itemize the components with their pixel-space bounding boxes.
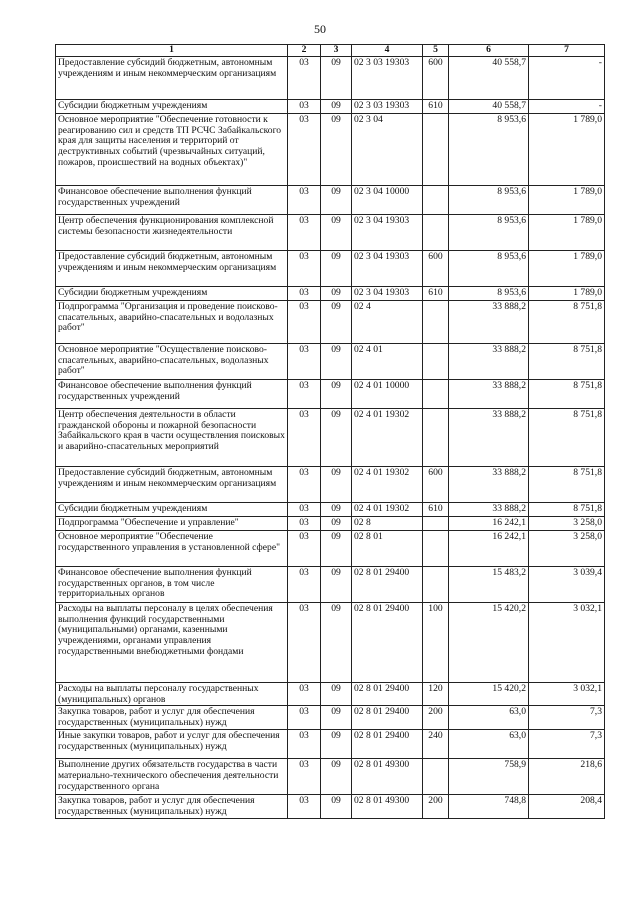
amount-col7: 7,3 [529, 730, 605, 759]
target-article-code: 02 8 01 29400 [352, 602, 423, 682]
amount-col6: 40 558,7 [449, 56, 529, 99]
table-row [56, 759, 605, 795]
amount-col7: 3 258,0 [529, 516, 605, 530]
table-row [56, 502, 605, 516]
amount-col7: 3 258,0 [529, 530, 605, 566]
target-article-code: 02 8 01 29400 [352, 730, 423, 759]
row-name: Финансовое обеспечение выполнения функций государственных органов, в том числе территориальных органов [56, 566, 288, 602]
subsection-code: 09 [321, 730, 352, 759]
subsection-code: 09 [321, 56, 352, 99]
page-number: 50 [314, 22, 326, 36]
target-article-code: 02 8 [352, 516, 423, 530]
amount-col7: 1 789,0 [529, 185, 605, 214]
expense-type-code [423, 759, 449, 795]
expense-type-code [423, 566, 449, 602]
expense-type-code [423, 530, 449, 566]
amount-col7: - [529, 56, 605, 99]
row-name: Подпрограмма "Обеспечение и управление" [56, 516, 288, 530]
table-row [56, 516, 605, 530]
expense-type-code: 610 [423, 502, 449, 516]
subsection-code: 09 [321, 343, 352, 379]
table-row [56, 300, 605, 343]
amount-col7: - [529, 99, 605, 113]
row-name: Иные закупки товаров, работ и услуг для обеспечения государственных (муниципальных) нужд [56, 730, 288, 759]
amount-col7: 1 789,0 [529, 286, 605, 300]
subsection-code: 09 [321, 759, 352, 795]
table-row [56, 530, 605, 566]
table-row [56, 602, 605, 682]
expense-type-code: 240 [423, 730, 449, 759]
amount-col7: 1 789,0 [529, 250, 605, 286]
table-row [56, 286, 605, 300]
subsection-code: 09 [321, 602, 352, 682]
budget-table [55, 44, 605, 819]
column-header: 6 [449, 45, 529, 57]
expense-type-code [423, 408, 449, 466]
section-code: 03 [288, 56, 321, 99]
expense-type-code [423, 113, 449, 185]
row-name: Основное мероприятие "Осуществление поисково-спасательных, аварийно-спасательных, водолазных работ" [56, 343, 288, 379]
amount-col6: 16 242,1 [449, 516, 529, 530]
table-row [56, 466, 605, 502]
subsection-code: 09 [321, 250, 352, 286]
table-row [56, 795, 605, 819]
expense-type-code [423, 185, 449, 214]
subsection-code: 09 [321, 185, 352, 214]
subsection-code: 09 [321, 408, 352, 466]
row-name: Выполнение других обязательств государства в части материально-технического обеспечения деятельности государственного органа [56, 759, 288, 795]
row-name: Предоставление субсидий бюджетным, автономным учреждениям и иным некоммерческим организациям [56, 250, 288, 286]
amount-col6: 8 953,6 [449, 113, 529, 185]
table-row [56, 408, 605, 466]
target-article-code: 02 3 03 19303 [352, 56, 423, 99]
row-name: Субсидии бюджетным учреждениям [56, 502, 288, 516]
expense-type-code: 200 [423, 795, 449, 819]
amount-col6: 8 953,6 [449, 185, 529, 214]
expense-type-code: 600 [423, 250, 449, 286]
amount-col6: 40 558,7 [449, 99, 529, 113]
target-article-code: 02 4 01 10000 [352, 379, 423, 408]
expense-type-code: 100 [423, 602, 449, 682]
expense-type-code: 600 [423, 56, 449, 99]
header-row [56, 45, 605, 57]
target-article-code: 02 3 04 19303 [352, 286, 423, 300]
section-code: 03 [288, 602, 321, 682]
table-row [56, 343, 605, 379]
amount-col7: 8 751,8 [529, 379, 605, 408]
table-row [56, 56, 605, 99]
amount-col7: 8 751,8 [529, 343, 605, 379]
table-row [56, 214, 605, 250]
target-article-code: 02 8 01 49300 [352, 795, 423, 819]
amount-col6: 33 888,2 [449, 300, 529, 343]
table-row [56, 706, 605, 730]
amount-col7: 3 032,1 [529, 682, 605, 706]
expense-type-code [423, 516, 449, 530]
row-name: Предоставление субсидий бюджетным, автономным учреждениям и иным некоммерческим организациям [56, 56, 288, 99]
section-code: 03 [288, 566, 321, 602]
amount-col7: 8 751,8 [529, 502, 605, 516]
table-row [56, 379, 605, 408]
amount-col6: 8 953,6 [449, 250, 529, 286]
subsection-code: 09 [321, 99, 352, 113]
subsection-code: 09 [321, 530, 352, 566]
table-row [56, 250, 605, 286]
table-row [56, 185, 605, 214]
target-article-code: 02 3 04 [352, 113, 423, 185]
row-name: Подпрограмма "Организация и проведение поисково-спасательных, аварийно-спасательных и водолазных работ" [56, 300, 288, 343]
row-name: Центр обеспечения функционирования комплексной системы безопасности жизнедеятельности [56, 214, 288, 250]
amount-col6: 63,0 [449, 730, 529, 759]
column-header: 4 [352, 45, 423, 57]
section-code: 03 [288, 99, 321, 113]
subsection-code: 09 [321, 214, 352, 250]
row-name: Предоставление субсидий бюджетным, автономным учреждениям и иным некоммерческим организациям [56, 466, 288, 502]
amount-col7: 1 789,0 [529, 113, 605, 185]
amount-col6: 15 420,2 [449, 602, 529, 682]
amount-col6: 33 888,2 [449, 466, 529, 502]
column-header: 2 [288, 45, 321, 57]
expense-type-code: 610 [423, 286, 449, 300]
expense-type-code: 120 [423, 682, 449, 706]
target-article-code: 02 4 [352, 300, 423, 343]
subsection-code: 09 [321, 516, 352, 530]
row-name: Основное мероприятие "Обеспечение государственного управления в установленной сфере" [56, 530, 288, 566]
amount-col7: 8 751,8 [529, 300, 605, 343]
section-code: 03 [288, 759, 321, 795]
table-row [56, 682, 605, 706]
section-code: 03 [288, 286, 321, 300]
target-article-code: 02 8 01 49300 [352, 759, 423, 795]
row-name: Финансовое обеспечение выполнения функций государственных учреждений [56, 379, 288, 408]
subsection-code: 09 [321, 379, 352, 408]
expense-type-code [423, 343, 449, 379]
section-code: 03 [288, 379, 321, 408]
target-article-code: 02 8 01 29400 [352, 706, 423, 730]
section-code: 03 [288, 530, 321, 566]
amount-col6: 15 483,2 [449, 566, 529, 602]
amount-col7: 208,4 [529, 795, 605, 819]
amount-col7: 8 751,8 [529, 466, 605, 502]
row-name: Субсидии бюджетным учреждениям [56, 99, 288, 113]
target-article-code: 02 3 03 19303 [352, 99, 423, 113]
target-article-code: 02 4 01 19302 [352, 466, 423, 502]
amount-col7: 8 751,8 [529, 408, 605, 466]
amount-col6: 8 953,6 [449, 214, 529, 250]
section-code: 03 [288, 185, 321, 214]
target-article-code: 02 3 04 19303 [352, 214, 423, 250]
amount-col6: 748,8 [449, 795, 529, 819]
expense-type-code: 200 [423, 706, 449, 730]
target-article-code: 02 8 01 29400 [352, 566, 423, 602]
section-code: 03 [288, 343, 321, 379]
section-code: 03 [288, 250, 321, 286]
section-code: 03 [288, 466, 321, 502]
subsection-code: 09 [321, 466, 352, 502]
amount-col6: 33 888,2 [449, 343, 529, 379]
table-row [56, 566, 605, 602]
amount-col6: 16 242,1 [449, 530, 529, 566]
amount-col6: 33 888,2 [449, 502, 529, 516]
section-code: 03 [288, 516, 321, 530]
amount-col6: 33 888,2 [449, 379, 529, 408]
row-name: Основное мероприятие "Обеспечение готовности к реагированию сил и средств ТП РСЧС Забайкальского края для защиты населения и территорий от деструктивных событий (чрезвычайных ситуаций, пожаров, происшествий на водных объектах)" [56, 113, 288, 185]
subsection-code: 09 [321, 502, 352, 516]
section-code: 03 [288, 795, 321, 819]
amount-col7: 1 789,0 [529, 214, 605, 250]
row-name: Расходы на выплаты персоналу в целях обеспечения выполнения функций государственными (муниципальными) органами, казенными учреждениями, органами управления государственными внебюджетными фондами [56, 602, 288, 682]
column-header: 7 [529, 45, 605, 57]
expense-type-code: 600 [423, 466, 449, 502]
section-code: 03 [288, 730, 321, 759]
section-code: 03 [288, 214, 321, 250]
subsection-code: 09 [321, 682, 352, 706]
expense-type-code [423, 214, 449, 250]
subsection-code: 09 [321, 795, 352, 819]
section-code: 03 [288, 706, 321, 730]
amount-col6: 15 420,2 [449, 682, 529, 706]
amount-col6: 33 888,2 [449, 408, 529, 466]
section-code: 03 [288, 502, 321, 516]
row-name: Закупка товаров, работ и услуг для обеспечения государственных (муниципальных) нужд [56, 795, 288, 819]
subsection-code: 09 [321, 113, 352, 185]
amount-col7: 218,6 [529, 759, 605, 795]
section-code: 03 [288, 300, 321, 343]
subsection-code: 09 [321, 706, 352, 730]
section-code: 03 [288, 113, 321, 185]
target-article-code: 02 8 01 [352, 530, 423, 566]
row-name: Финансовое обеспечение выполнения функций государственных учреждений [56, 185, 288, 214]
table-row [56, 730, 605, 759]
subsection-code: 09 [321, 286, 352, 300]
expense-type-code [423, 379, 449, 408]
subsection-code: 09 [321, 566, 352, 602]
column-header: 3 [321, 45, 352, 57]
table-row [56, 99, 605, 113]
subsection-code: 09 [321, 300, 352, 343]
amount-col7: 3 032,1 [529, 602, 605, 682]
row-name: Закупка товаров, работ и услуг для обеспечения государственных (муниципальных) нужд [56, 706, 288, 730]
target-article-code: 02 8 01 29400 [352, 682, 423, 706]
column-header: 1 [56, 45, 288, 57]
table-row [56, 113, 605, 185]
amount-col7: 7,3 [529, 706, 605, 730]
section-code: 03 [288, 682, 321, 706]
target-article-code: 02 4 01 19302 [352, 502, 423, 516]
expense-type-code: 610 [423, 99, 449, 113]
target-article-code: 02 3 04 19303 [352, 250, 423, 286]
row-name: Центр обеспечения деятельности в области гражданской обороны и пожарной безопасности Забайкальского края в части осуществления поисковых и аварийно-спасательных мероприятий [56, 408, 288, 466]
expense-type-code [423, 300, 449, 343]
target-article-code: 02 4 01 [352, 343, 423, 379]
amount-col6: 63,0 [449, 706, 529, 730]
column-header: 5 [423, 45, 449, 57]
target-article-code: 02 3 04 10000 [352, 185, 423, 214]
row-name: Расходы на выплаты персоналу государственных (муниципальных) органов [56, 682, 288, 706]
amount-col6: 758,9 [449, 759, 529, 795]
row-name: Субсидии бюджетным учреждениям [56, 286, 288, 300]
section-code: 03 [288, 408, 321, 466]
amount-col6: 8 953,6 [449, 286, 529, 300]
target-article-code: 02 4 01 19302 [352, 408, 423, 466]
amount-col7: 3 039,4 [529, 566, 605, 602]
